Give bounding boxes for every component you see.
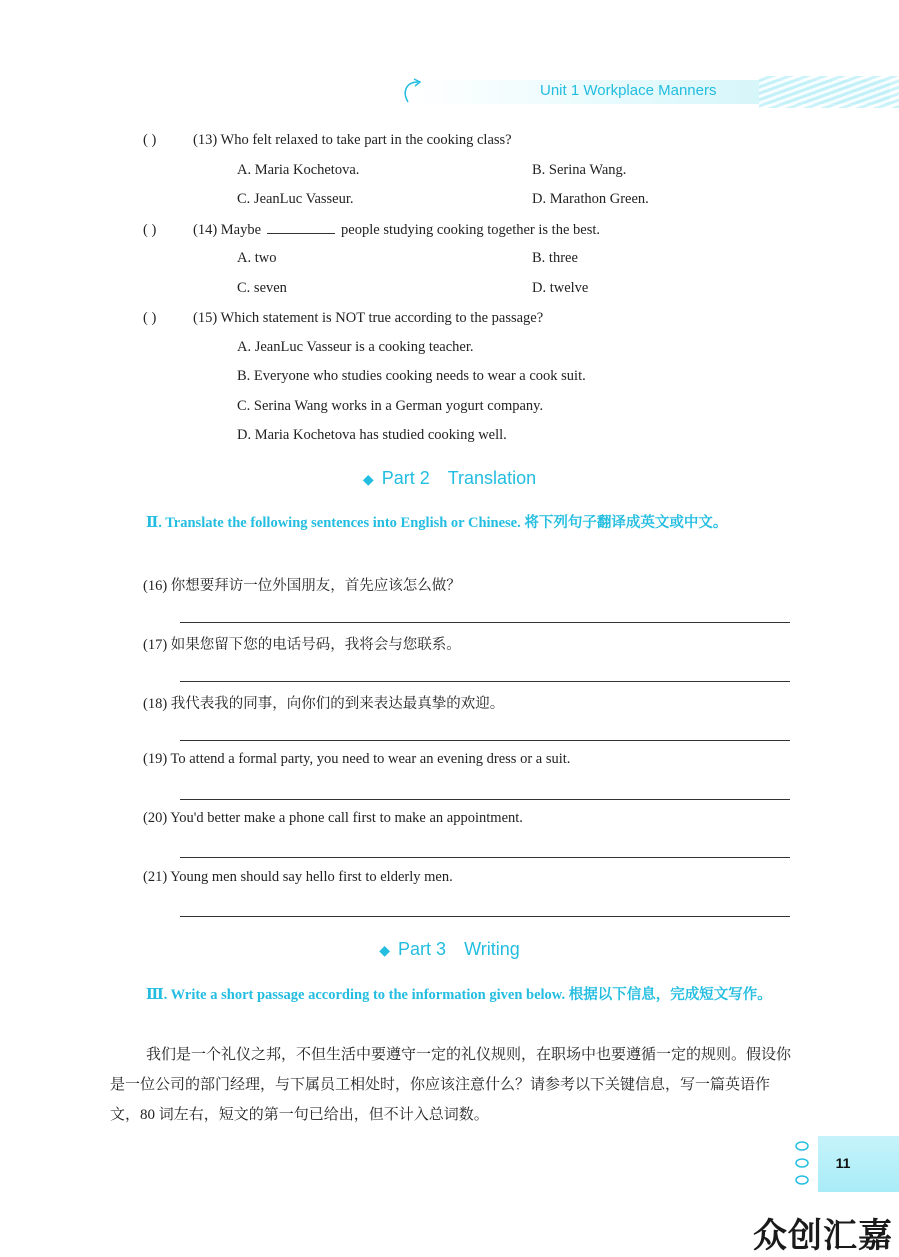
writing-prompt-paragraph: 我们是一个礼仪之邦，不但生活中要遵守一定的礼仪规则，在职场中也要遵循一定的规则。假设你是一位公司的部门经理，与下属员工相处时，你应该注意什么？请参考以下关键信息，写一篇英语作文，80 词左右，短文的第一句已给出，但不计入总词数。 [110,1047,792,1123]
option-b: B. Everyone who studies cooking needs to wear a cook suit. [237,368,586,384]
fill-blank[interactable] [267,221,335,234]
unit-title: Unit 1 Workplace Manners [540,82,717,99]
answer-line[interactable] [180,740,790,741]
option-b: B. Serina Wang. [532,162,627,178]
diamond-icon: ◆ [379,942,391,958]
translation-item-17: (17) 如果您留下您的电话号码，我将会与您联系。 [143,637,461,653]
answer-parentheses[interactable]: ( ) [143,310,157,326]
option-c: C. Serina Wang works in a German yogurt company. [237,398,544,414]
translation-item-20: (20) You'd better make a phone call first to make an appointment. [143,810,523,826]
part-3-instruction: Ⅲ. Write a short passage according to the information given below. 根据以下信息，完成短文写作。 [146,987,772,1003]
option-c: C. seven [237,280,287,296]
curved-arrow-icon [400,78,426,106]
part-title: Translation [447,468,537,488]
part-label: Part 2 [381,468,430,488]
answer-line[interactable] [180,916,790,917]
option-a: A. two [237,250,277,266]
translation-item-16: (16) 你想要拜访一位外国朋友，首先应该怎么做？ [143,578,461,594]
option-a: A. JeanLuc Vasseur is a cooking teacher. [237,339,474,355]
translation-item-19: (19) To attend a formal party, you need to wear an evening dress or a suit. [143,751,571,767]
question-stem: (15) Which statement is NOT true according to the passage? [193,310,544,326]
translation-item-21: (21) Young men should say hello first to elderly men. [143,869,453,885]
answer-parentheses[interactable]: ( ) [143,132,157,148]
question-14 [143,221,600,239]
decorative-ovals-icon [792,1138,812,1188]
option-d: D. twelve [532,280,589,296]
option-d: D. Maria Kochetova has studied cooking well. [237,427,507,443]
answer-line[interactable] [180,681,790,682]
answer-parentheses[interactable]: ( ) [143,222,157,238]
question-stem: (13) Who felt relaxed to take part in the cooking class? [193,132,512,148]
part-2-heading [0,468,899,489]
part-2-instruction: Ⅱ. Translate the following sentences into English or Chinese. 将下列句子翻译成英文或中文。 [146,515,728,531]
option-d: D. Marathon Green. [532,191,649,207]
option-c: C. JeanLuc Vasseur. [237,191,354,207]
answer-line[interactable] [180,622,790,623]
option-a: A. Maria Kochetova. [237,162,360,178]
part-title: Writing [464,939,520,959]
page-number: 11 [835,1155,851,1171]
question-15 [143,310,543,327]
option-b: B. three [532,250,578,266]
question-13 [143,132,512,149]
watermark-logo: 众创汇嘉 [753,1216,893,1256]
header-stripes [759,76,899,108]
diamond-icon: ◆ [362,471,374,487]
part-label: Part 3 [398,939,447,959]
running-header [400,76,899,108]
part-3-heading [0,939,899,960]
answer-line[interactable] [180,857,790,858]
question-stem-after: people studying cooking together is the best. [341,222,600,238]
answer-line[interactable] [180,799,790,800]
question-stem-before: (14) Maybe [193,222,262,238]
translation-item-18: (18) 我代表我的同事，向你们的到来表达最真挚的欢迎。 [143,696,505,712]
